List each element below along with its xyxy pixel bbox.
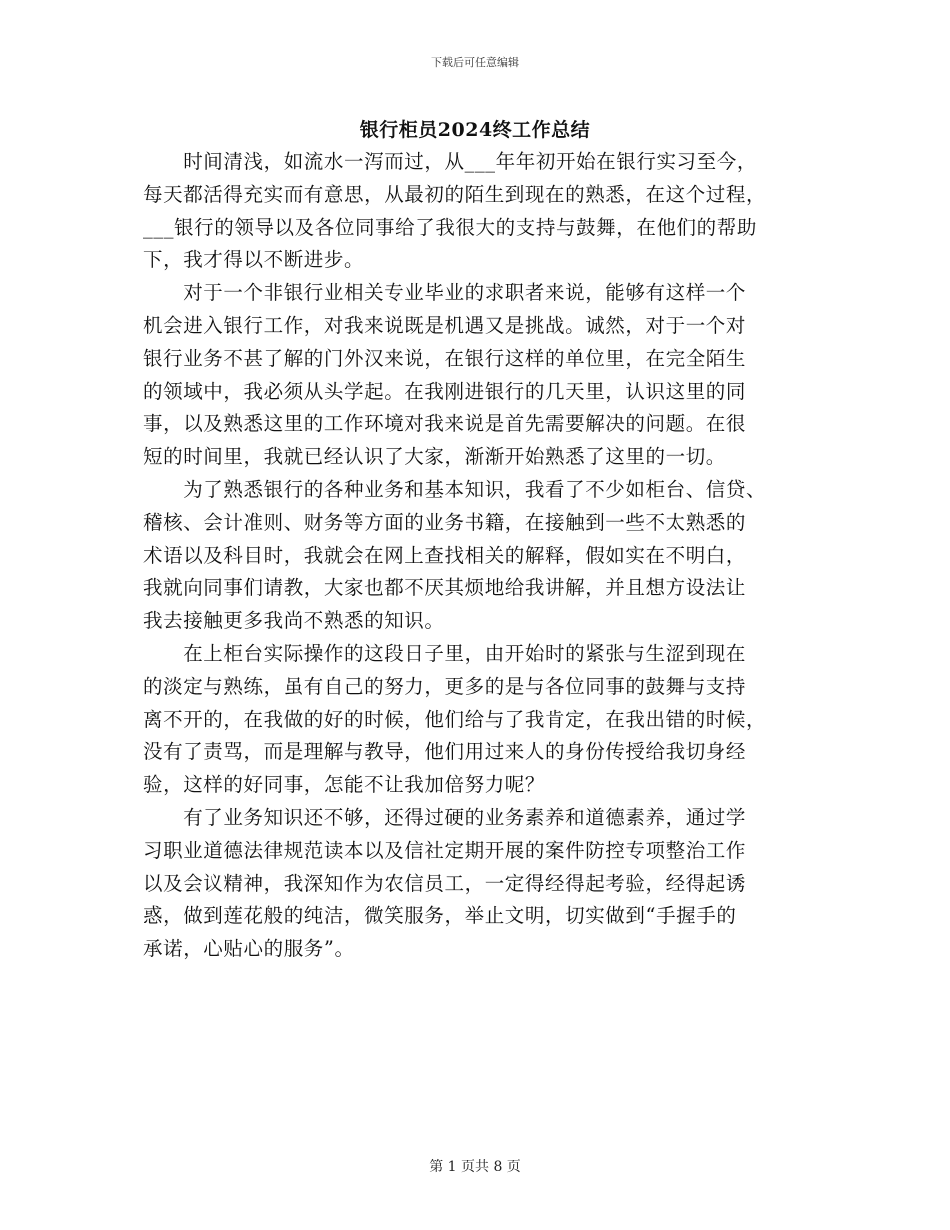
body-line: 有了业务知识还不够，还得过硬的业务素养和道德素养，通过学 — [143, 805, 747, 829]
body-line: 对于一个非银行业相关专业毕业的求职者来说，能够有这样一个 — [143, 281, 747, 305]
body-line: 我去接触更多我尚不熟悉的知识。 — [143, 609, 445, 633]
document-title: 银行柜员2024终工作总结 — [359, 119, 591, 141]
body-line: 承诺，心贴心的服务”。 — [143, 937, 355, 961]
body-line: 下，我才得以不断进步。 — [143, 248, 365, 272]
body-line: 的淡定与熟练，虽有自己的努力，更多的是与各位同事的鼓舞与支持 — [143, 674, 747, 698]
body-line: 没有了责骂，而是理解与教导，他们用过来人的身份传授给我切身经 — [143, 740, 747, 764]
body-line: 离不开的，在我做的好的时候，他们给与了我肯定，在我出错的时候， — [143, 707, 767, 731]
body-line: 以及会议精神，我深知作为农信员工，一定得经得起考验，经得起诱 — [143, 871, 747, 895]
body-line: 在上柜台实际操作的这段日子里，由开始时的紧张与生涩到现在 — [143, 641, 747, 665]
body-line: 稽核、会计准则、财务等方面的业务书籍，在接触到一些不太熟悉的 — [143, 510, 747, 534]
page-header: 下载后可任意编辑 — [431, 56, 519, 69]
body-line: 术语以及科目时，我就会在网上查找相关的解释，假如实在不明白， — [143, 543, 747, 567]
body-line: 我就向同事们请教，大家也都不厌其烦地给我讲解，并且想方设法让 — [143, 576, 747, 600]
body-line: ___银行的领导以及各位同事给了我很大的支持与鼓舞，在他们的帮助 — [143, 215, 757, 239]
body-line: 时间清浅，如流水一泻而过，从___年年初开始在银行实习至今， — [143, 150, 757, 173]
body-line: 短的时间里，我就已经认识了大家，渐渐开始熟悉了这里的一切。 — [143, 445, 726, 469]
body-line: 事，以及熟悉这里的工作环境对我来说是首先需要解决的问题。在很 — [143, 412, 747, 436]
body-line: 习职业道德法律规范读本以及信社定期开展的案件防控专项整治工作 — [143, 838, 747, 862]
body-line: 银行业务不甚了解的门外汉来说，在银行这样的单位里，在完全陌生 — [143, 346, 747, 370]
body-line: 每天都活得充实而有意思，从最初的陌生到现在的熟悉，在这个过程， — [143, 182, 767, 206]
body-line: 机会进入银行工作，对我来说既是机遇又是挑战。诚然，对于一个对 — [143, 313, 747, 337]
body-line: 为了熟悉银行的各种业务和基本知识，我看了不少如柜台、信贷、 — [143, 477, 767, 501]
body-line: 惑，做到莲花般的纯洁，微笑服务，举止文明，切实做到“手握手的 — [143, 904, 737, 928]
page-footer: 第 1 页共 8 页 — [429, 1159, 521, 1175]
body-line: 的领域中，我必须从头学起。在我刚进银行的几天里，认识这里的同 — [143, 379, 747, 403]
document-body — [143, 146, 813, 966]
body-line: 验，这样的好同事，怎能不让我加倍努力呢？ — [143, 773, 546, 797]
